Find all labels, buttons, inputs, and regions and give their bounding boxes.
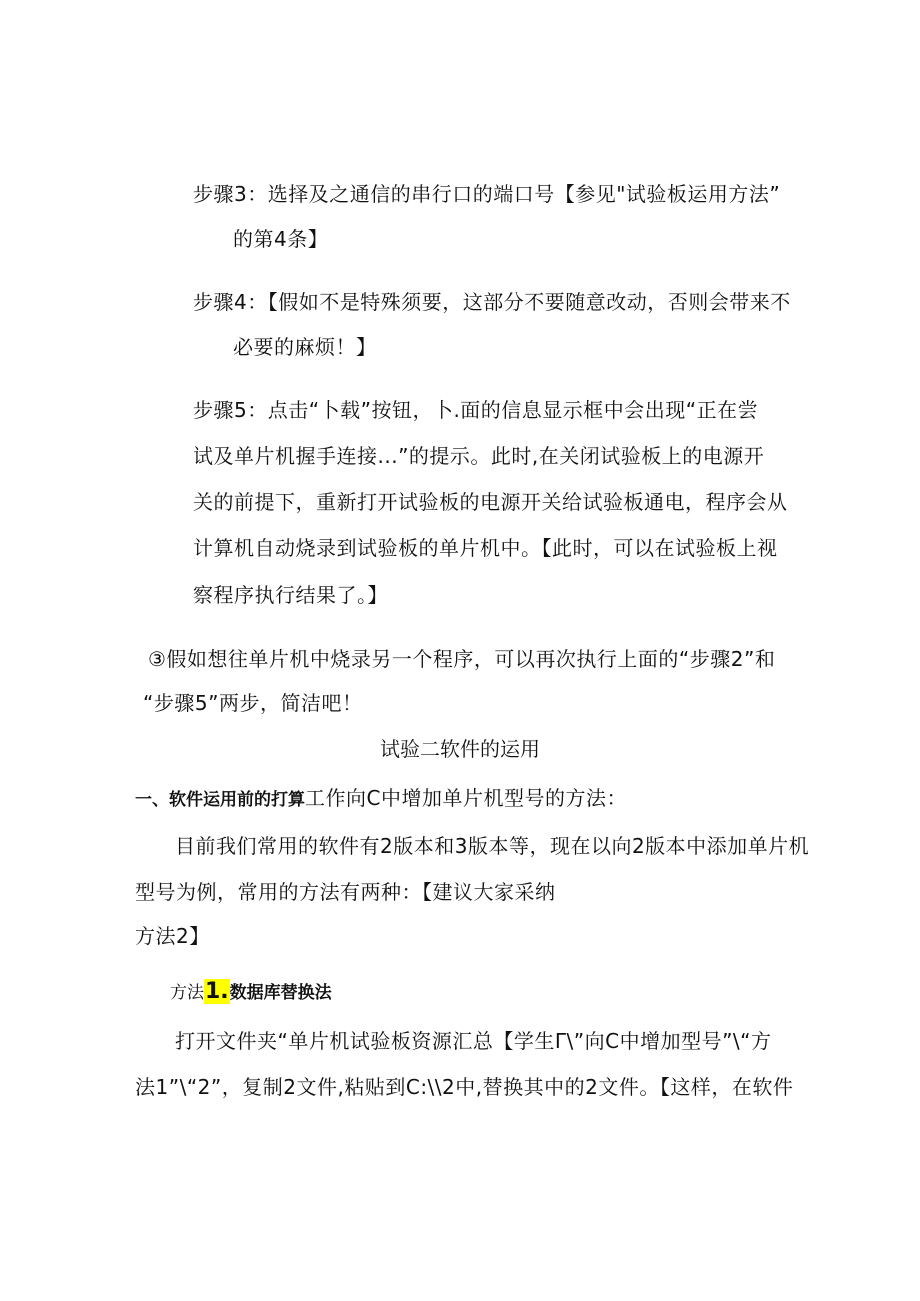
method1-line1: 打开文件夹“单片机试验板资源汇总【学生Γ\”向C中增加型号”\“方	[175, 1029, 772, 1053]
section1-para-line1: 目前我们常用的软件有2版本和3版本等，现在以向2版本中添加单片机	[175, 834, 810, 858]
step5-line2: 试及单片机握手连接...”的提示。此时,在关闭试验板上的电源开	[193, 444, 765, 468]
section1-heading	[135, 784, 627, 814]
step4-line2: 必要的麻烦！】	[233, 335, 377, 359]
method1-label	[170, 978, 332, 1007]
step5-line1: 步骤5：点击“卜载”按钮，卜.面的信息显示框中会出现“正在尝	[193, 398, 759, 422]
step5-line5: 察程序执行结果了。】	[193, 583, 388, 607]
note3-line1: ③假如想往单片机中烧录另一个程序，可以再次执行上面的“步骤2”和	[148, 647, 776, 671]
step5-line3: 关的前提下，重新打开试验板的电源开关给试验板通电，程序会从	[193, 490, 788, 514]
note3-line2: “步骤5”两步，简洁吧！	[143, 691, 363, 715]
method1-label-suffix: 数据库替换法	[229, 983, 332, 1003]
section-title: 试验二软件的运用	[380, 737, 540, 761]
section1-para-line3: 方法2】	[135, 924, 210, 948]
method1-label-number: 1.	[205, 979, 229, 1004]
method1-line2: 法1”\“2”，复制2文件,粘贴到C:\\2中,替换其中的2文件。【这样，在软件	[135, 1075, 794, 1099]
method1-label-prefix: 方法	[170, 983, 204, 1003]
section1-heading-suffix: 工作向C中增加单片机型号的方法：	[305, 786, 627, 810]
section1-heading-prefix: 一、软件运用前的打算	[135, 790, 305, 810]
step3-line1: 步骤3：选择及之通信的串行口的端口号【参见"试验板运用方法”	[193, 182, 781, 206]
step5-line4: 计算机自动烧录到试验板的单片机中。【此时，可以在试验板上视	[193, 536, 778, 560]
section1-para-line2: 型号为例，常用的方法有两种：【建议大家采纳	[135, 880, 556, 904]
step3-line2: 的第4条】	[233, 227, 329, 251]
step4-line1: 步骤4：【假如不是特殊须要，这部分不要随意改动，否则会带来不	[193, 290, 791, 314]
